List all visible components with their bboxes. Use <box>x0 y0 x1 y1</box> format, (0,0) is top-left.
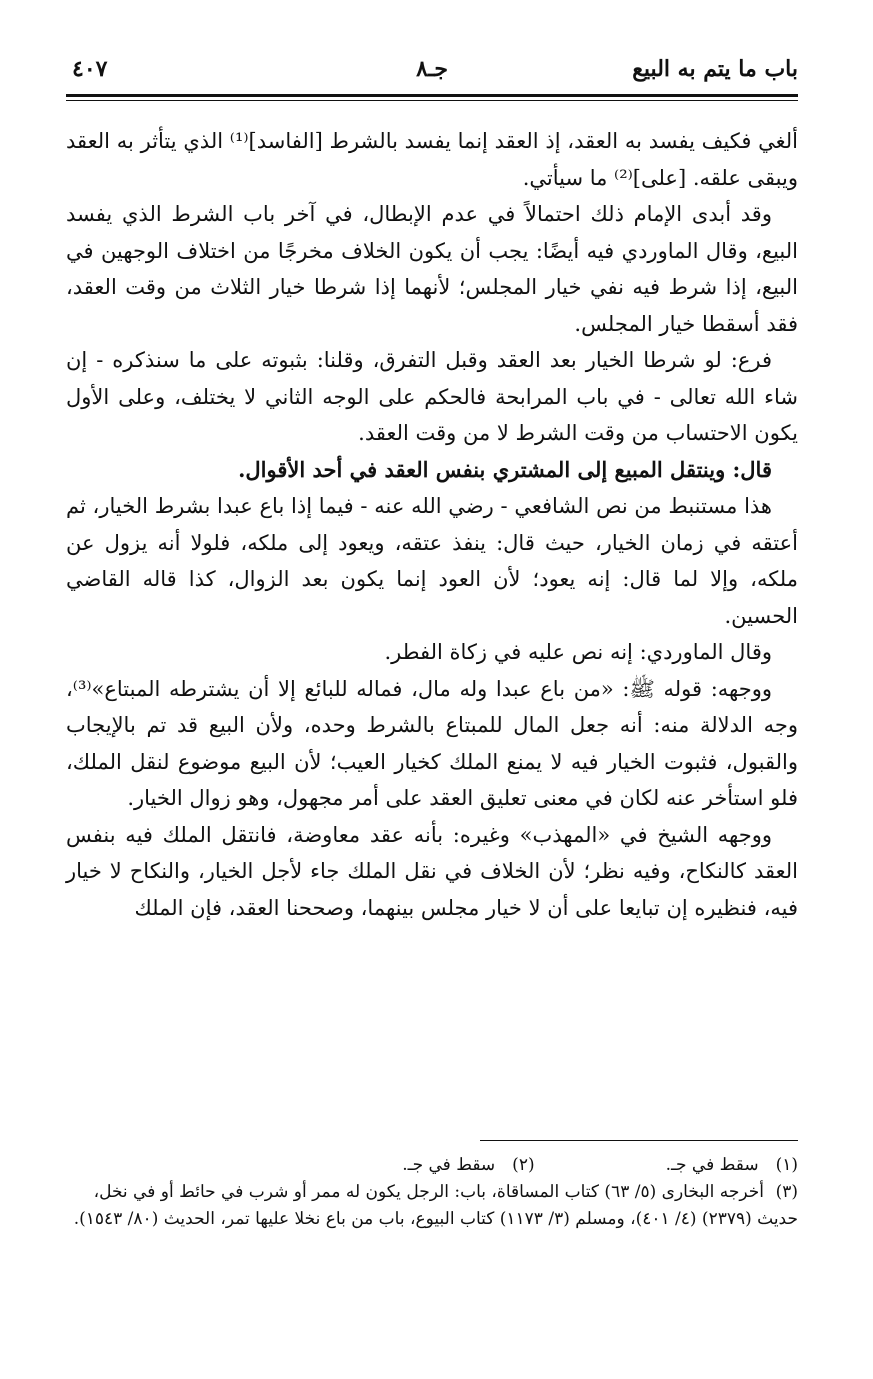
paragraph: وقال الماوردي: إنه نص عليه في زكاة الفطر. <box>384 640 772 664</box>
volume-label: جـ٨ <box>416 56 448 82</box>
paragraph: ووجهه: قوله ﷺ: «من باع عبدا وله مال، فماله للبائع إلا أن يشترطه المبتاع»⁽³⁾، وجه الدلالة منه: أنه جعل المال للمبتاع بالشرط وحده، ولأن البيع قد تم بالإيجاب والقبول، فثبوت الخيار فيه لا يمنع الملك كخيار العيب؛ لأن البيع موضوع لنقل الملك، فلو استأخر عنه لكان في معنى تعليق العقد على أمر مجهول، وهو زوال الخيار. <box>66 676 798 810</box>
paragraph: ووجهه الشيخ في «المهذب» وغيره: بأنه عقد معاوضة، فانتقل الملك فيه بنفس العقد كالنكاح، وفيه نظر؛ لأن الخلاف في نقل الملك جاء لأجل الخيار، والنكاح لا خيار فيه، فنظيره إن تبايعا على أن لا خيار مجلس بينهما، وصححنا العقد، فإن الملك <box>66 822 798 920</box>
footnote-text: سقط في جـ. <box>665 1155 759 1175</box>
chapter-title: باب ما يتم به البيع <box>632 56 798 82</box>
footnote-text: سقط في جـ. <box>402 1155 496 1175</box>
page-number: ٤٠٧ <box>72 56 108 82</box>
header-rule-thin <box>66 100 798 101</box>
header-rule-thick <box>66 94 798 97</box>
paragraph: وقد أبدى الإمام ذلك احتمالاً في عدم الإبطال، في آخر باب الشرط الذي يفسد البيع، وقال الماوردي فيه أيضًا: يجب أن يكون الخلاف مخرجًا من اختلاف الوجهين في البيع، إذا شرط فيه نفي خيار المجلس؛ لأنهما إذا شرطا خيار الثلاث من وقت العقد، فقد أسقطا خيار المجلس. <box>66 202 798 336</box>
footnote-number: (٢) <box>512 1155 535 1175</box>
footnote-rule <box>480 1140 798 1141</box>
running-header <box>66 48 798 88</box>
footnote-row <box>66 1152 798 1179</box>
main-text <box>66 123 798 926</box>
footnotes <box>66 1152 798 1233</box>
matn-heading: قال: وينتقل المبيع إلى المشتري بنفس العقد في أحد الأقوال. <box>238 456 772 482</box>
footnote-number: (١) <box>775 1155 798 1175</box>
paragraph: هذا مستنبط من نص الشافعي - رضي الله عنه - فيما إذا باع عبدا بشرط الخيار، ثم أعتقه في زمان الخيار، حيث قال: ينفذ عتقه، ويعود إلى ملكه، فلولا أنه يزول عن ملكه، وإلا لما قال: إنه يعود؛ لأن العود إنما يكون بعد الزوال، كذا قاله القاضي الحسين. <box>66 494 798 628</box>
footnote-number: (٣) <box>775 1182 798 1202</box>
footnote-text: أخرجه البخارى (٥/ ٦٣) كتاب المساقاة، باب: الرجل يكون له ممر أو شرب في حائط أو في نخل، حديث (٢٣٧٩) (٤/ ٤٠١)، ومسلم (٣/ ١١٧٣) كتاب البيوع، باب من باع نخلا عليها تمر، الحديث (٨٠/ ١٥٤٣). <box>73 1182 798 1229</box>
page <box>66 48 798 1229</box>
footnote-row <box>66 1179 798 1233</box>
paragraph: ألغي فكيف يفسد به العقد، إذ العقد إنما يفسد بالشرط [الفاسد]⁽¹⁾ الذي يتأثر به العقد ويبقى علقه. [على]⁽²⁾ ما سيأتي. <box>66 129 798 190</box>
paragraph: فرع: لو شرطا الخيار بعد العقد وقبل التفرق، وقلنا: بثبوته على ما سنذكره - إن شاء الله تعالى - في باب المرابحة فالحكم على الوجه الثاني لا يختلف، وعلى الأول يكون الاحتساب من وقت الشرط لا من وقت العقد. <box>66 348 798 445</box>
